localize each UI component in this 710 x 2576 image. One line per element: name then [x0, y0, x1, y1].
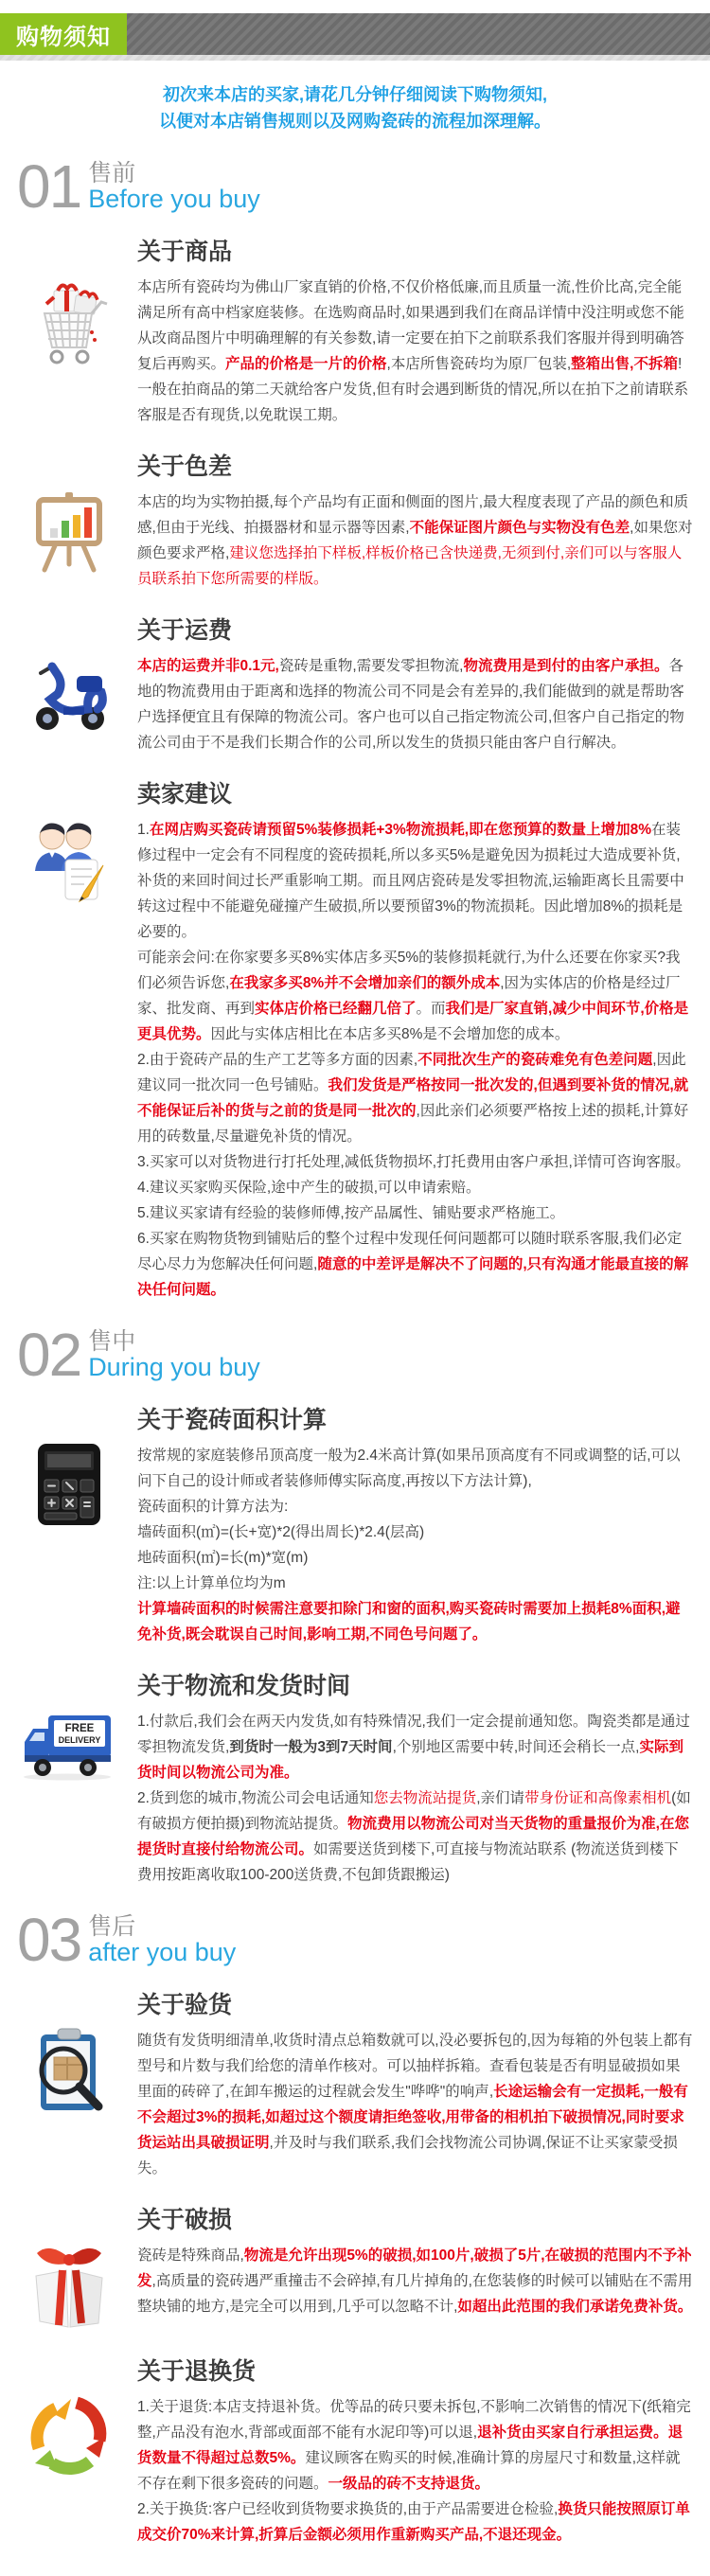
- notice-paragraph: [137, 1047, 693, 1149]
- text-run: 因此与实体店相比在本店多买8%是不会增加您的成本。: [210, 1026, 570, 1042]
- notice-block: [0, 1406, 710, 1647]
- text-run: 地砖面积(㎡)=长(m)*宽(m): [137, 1550, 309, 1566]
- section-title-en: after you buy: [88, 1938, 237, 1966]
- notice-paragraph: [137, 653, 693, 755]
- text-run: !一般在拍商品的第二天就给客户发货,但有时会遇到断货的情况,所以在拍下之前请联系客服是否有现货,以免耽误工期。: [137, 356, 689, 423]
- block-body: [137, 1672, 710, 1888]
- block-heading: 关于退换货: [137, 2358, 257, 2385]
- text-run: 1.付款后,我们会在两天内发货,如有特殊情况,我们一定会提前通知您。陶瓷类都是通过零担物流发货,: [137, 1714, 690, 1755]
- notice-paragraph: [137, 945, 693, 1047]
- block-heading: 关于商品: [137, 239, 233, 265]
- notice-paragraph: [137, 1519, 693, 1545]
- notice-paragraph: [137, 1443, 693, 1494]
- notice-paragraph: [137, 1494, 693, 1519]
- notice-block: [0, 453, 710, 592]
- text-run: ,因此亲们必须要严格按上述的损耗,计算好用的砖数量,尽量避免补货的情况。: [137, 1103, 689, 1145]
- notice-paragraph: [137, 275, 693, 428]
- delivery-truck-icon: [0, 1672, 137, 1888]
- section-title-cn: 售中: [88, 1328, 136, 1355]
- text-run: 一级品的砖不支持退货。: [328, 2476, 490, 2492]
- page-header: [0, 13, 710, 55]
- block-heading: 关于运费: [137, 617, 233, 644]
- header-underline: [0, 55, 710, 61]
- text-run: 在网店购买瓷砖请预留5%装修损耗+3%物流损耗,即在您预算的数量上增加8%: [149, 822, 652, 838]
- text-run: 随货有发货明细清单,收货时清点总箱数就可以,没必要拆包的,因为每箱的外包装上都有型号和片数与我们给您的清单作核对。可以抽样拆箱。查看包装是否有明显破损如果里面的砖碎了,在卸车搬运的过程就会发生"哗哗"的响声,: [137, 2033, 693, 2100]
- text-run: 2.货到您的城市,物流公司会电话通知: [137, 1790, 374, 1806]
- notice-paragraph: [137, 1709, 693, 1785]
- block-heading: 卖家建议: [137, 781, 233, 808]
- text-run: 3.买家可以对货物进行打托处理,减低货物损坏,打托费用由客户承担,详情可咨询客服。: [137, 1154, 690, 1170]
- section-number: 02: [17, 1321, 81, 1389]
- broken-gift-icon: [0, 2206, 137, 2333]
- notice-paragraph: [137, 1785, 693, 1888]
- text-run: 不同批次生产的瓷砖难免有色差问题: [417, 1052, 653, 1068]
- text-run: 物流费用以物流公司对当天货物的重量报价为准,在您提货时直接付给物流公司。: [137, 1816, 689, 1857]
- block-heading: 关于破损: [137, 2207, 233, 2233]
- text-run: 我们是厂家直销,减少中间环节,价格是更具优势。: [137, 1001, 689, 1042]
- exchange-arrows-icon: [0, 2357, 137, 2548]
- block-body: [137, 453, 710, 592]
- text-run: 注:以上计算单位均为m: [137, 1575, 286, 1591]
- notice-paragraph: [137, 1596, 693, 1647]
- text-run: 按常规的家庭装修吊顶高度一般为2.4米高计算(如果吊顶高度有不同或调整的话,可以问下自己的设计师或者装修师傅实际高度,再按以下方法计算),: [137, 1448, 681, 1489]
- section-title-en: During you buy: [88, 1353, 260, 1381]
- text-run: ,亲们请: [476, 1790, 525, 1806]
- notice-paragraph: [137, 1571, 693, 1596]
- text-run: 您去物流站提货: [373, 1790, 477, 1806]
- text-run: 计算墙砖面积的时候需注意要扣除门和窗的面积,购买瓷砖时需要加上损耗8%面积,避免补货,既会耽误自己时间,影响工期,不同色号问题了。: [137, 1601, 681, 1643]
- notice-paragraph: [137, 2028, 693, 2181]
- text-run: 建议顾客在购买的时候,准确计算的房屋尺寸和数量,这样就不存在剩下很多瓷砖的问题。: [137, 2450, 681, 2492]
- page-bottom-spacer: [0, 2548, 710, 2576]
- notice-block: [0, 1991, 710, 2181]
- intro-line-1: 初次来本店的买家,请花几分钟仔细阅读下购物须知,: [163, 85, 547, 104]
- text-run: 随意的中差评是解决不了问题的,只有沟通才能最直接的解决任何问题。: [137, 1256, 689, 1298]
- scooter-icon: [0, 616, 137, 755]
- text-run: 4.建议买家购买保险,途中产生的破损,可以申请索赔。: [137, 1180, 481, 1196]
- text-run: 不能保证图片颜色与实物没有色差: [409, 520, 630, 536]
- text-run: 物流费用是到付的由客户承担。: [463, 658, 669, 674]
- block-body: [137, 238, 710, 428]
- notice-block: [0, 2206, 710, 2333]
- text-run: 在装修过程中一定会有不同程度的瓷砖损耗,所以多买5%是避免因为损耗过大造成要补货,补货的来回时间过长严重影响工期。而且网店瓷砖是发零担物流,运输距离长且需要中转这过程中不能避免碰撞产生破损,所以要预留3%的物流损耗。因此增加8%的损耗是必要的。: [137, 822, 684, 940]
- section-01-header: [0, 134, 710, 221]
- text-run: 瓷砖是重物,需要发零担物流,: [278, 658, 464, 674]
- svg-text:DELIVERY: DELIVERY: [58, 1735, 100, 1745]
- sections-container: [0, 134, 710, 2548]
- text-run: 如需要送货到楼下,可直接与物流站联系 (物流送货到楼下费用按距离收取100-200送货费,不包卸货跟搬运): [137, 1841, 679, 1883]
- section-titles: [88, 1914, 236, 1966]
- block-heading: 关于色差: [137, 453, 233, 480]
- block-heading: 关于验货: [137, 1992, 233, 2018]
- text-run: ,因此建议同一批次同一色号铺贴。: [137, 1052, 686, 1093]
- text-run: 长途运输会有一定损耗,一般有不会超过3%的损耗,如超过这个额度请拒绝签收,用带备的相机拍下破损情况,同时要求货运站出具破损证明: [137, 2084, 688, 2151]
- notice-paragraph: [137, 1149, 693, 1175]
- text-run: ,个别地区需要中转,时间还会稍长一点,: [392, 1739, 640, 1755]
- text-run: ,本店所售瓷砖均为原厂包装,: [386, 356, 572, 372]
- notice-paragraph: [137, 1545, 693, 1571]
- gift-cart-icon: [0, 238, 137, 428]
- block-body: [137, 2206, 710, 2333]
- text-run: 1.关于退货:本店支持退补货。优等品的砖只要未拆包,不影响二次销售的情况下(纸箱完整,产品没有泡水,背部或面部不能有水泥印等)可以退,: [137, 2399, 691, 2441]
- notice-block: [0, 1672, 710, 1888]
- section-number: 01: [17, 152, 81, 221]
- text-run: 本店的运费并非0.1元,: [137, 658, 279, 674]
- text-run: 2.关于换货:客户已经收到货物要求换货的,由于产品需要进仓检验,: [137, 2501, 559, 2517]
- text-run: ,如果您对颜色要求严格,: [137, 520, 693, 561]
- text-run: 。而: [416, 1001, 446, 1017]
- text-run: 实体店价格已经翻几倍了: [255, 1001, 417, 1017]
- section-03-header: [0, 1888, 710, 1974]
- text-run: 瓷砖面积的计算方法为:: [137, 1499, 289, 1515]
- notice-paragraph: [137, 1200, 693, 1226]
- block-body: [137, 2357, 710, 2548]
- store-notice-badge: 购物须知: [0, 13, 127, 55]
- text-run: 2.由于瓷砖产品的生产工艺等多方面的因素,: [137, 1052, 418, 1068]
- text-run: 换货只能按照原订单成交价70%来计算,折算后金额必须用作重新购买产品,不退还现金。: [137, 2501, 690, 2543]
- notice-block: [0, 780, 710, 1303]
- text-run: 退补货由买家自行承担运费。退货数量不得超过总数5%。: [137, 2425, 683, 2466]
- calculator-icon: [0, 1406, 137, 1647]
- inspect-icon: [0, 1991, 137, 2181]
- section-number: 03: [17, 1906, 81, 1974]
- intro-text: [0, 81, 710, 134]
- block-heading: 关于瓷砖面积计算: [137, 1407, 328, 1433]
- block-body: [137, 780, 710, 1303]
- section-titles: [88, 1329, 260, 1381]
- text-run: 如超出此范围的我们承诺免费补货。: [457, 2299, 693, 2315]
- text-run: 5.建议买家请有经验的装修师傅,按产品属性、铺贴要求严格施工。: [137, 1205, 565, 1221]
- intro-line-2: 以便对本店销售规则以及网购瓷砖的流程加深理解。: [159, 112, 551, 131]
- text-run: 本店所有瓷砖均为佛山厂家直销的价格,不仅价格低廉,而且质量一流,性价比高,完全能满足所有高中档家庭装修。在选购商品时,如果遇到我们在商品详情中没注明或您不能从改商品图片中明确理解的有关参数,请一定要在拍下之前联系我们客服并得到明确答复后再购买。: [137, 279, 684, 372]
- text-run: 到货时一般为3到7天时间: [229, 1739, 393, 1755]
- block-body: [137, 616, 710, 755]
- block-body: [137, 1406, 710, 1647]
- text-run: ,高质量的瓷砖遇严重撞击不会碎掉,有几片掉角的,在您装修的时候可以铺贴在不需用整块铺的地方,是完全可以用到,几乎可以忽略不计,: [137, 2273, 693, 2315]
- notice-paragraph: [137, 817, 693, 945]
- text-run: 实际到货时间以物流公司为准。: [137, 1739, 683, 1781]
- text-run: 本店的均为实物拍摄,每个产品均有正面和侧面的图片,最大程度表现了产品的颜色和质感,但由于光线、拍摄器材和显示器等因素,: [137, 494, 689, 536]
- block-heading: 关于物流和发货时间: [137, 1673, 351, 1699]
- text-run: 带身份证和高像素相机: [524, 1790, 672, 1806]
- notice-paragraph: [137, 1226, 693, 1303]
- text-run: 物流是允许出现5%的破损,如100片,破损了5片,在破损的范围内不予补发: [137, 2247, 692, 2289]
- text-run: 6.买家在购物货物到铺贴后的整个过程中发现任何问题都可以随时联系客服,我们必定尽心尽力为您解决任何问题,: [137, 1231, 683, 1272]
- text-run: 1.: [137, 822, 150, 838]
- text-run: 建议您选择拍下样板,样板价格已含快递费,无须到付,亲们可以与客服人员联系拍下您所需要的样版。: [137, 545, 683, 587]
- text-run: 可能亲会问:在你家要多买8%实体店多买5%的装修损耗就行,为什么还要在你家买?我们必须告诉您,: [137, 950, 681, 991]
- text-run: (如有破损方便拍摄)到物流站提货。: [137, 1790, 691, 1832]
- notice-block: [0, 238, 710, 428]
- notice-paragraph: [137, 489, 693, 592]
- notice-paragraph: [137, 1175, 693, 1200]
- notice-block: [0, 616, 710, 755]
- text-run: ,并及时与我们联系,我们会找物流公司协调,保证不让买家蒙受损失。: [137, 2135, 678, 2176]
- notice-paragraph: [137, 2243, 693, 2319]
- text-run: 瓷砖是特殊商品,: [137, 2247, 244, 2264]
- text-run: 整箱出售,不拆箱: [571, 356, 678, 372]
- section-title-en: Before you buy: [88, 185, 260, 213]
- section-title-cn: 售前: [88, 160, 136, 187]
- notice-block: [0, 2357, 710, 2548]
- section-titles: [88, 161, 260, 213]
- text-run: 墙砖面积(㎡)=(长+宽)*2(得出周长)*2.4(层高): [137, 1524, 425, 1540]
- notice-paragraph: [137, 2394, 693, 2496]
- text-run: ,因为实体店的价格是经过厂家、批发商、再到: [137, 975, 681, 1017]
- section-02-header: [0, 1303, 710, 1389]
- section-title-cn: 售后: [88, 1913, 136, 1940]
- block-body: [137, 1991, 710, 2181]
- service-advice-icon: [0, 780, 137, 1303]
- text-run: 在我家多买8%并不会增加亲们的额外成本: [229, 975, 501, 991]
- text-run: 我们发货是严格按同一批次发的,但遇到要补货的情况,就不能保证后补的货与之前的货是同一批次的: [137, 1077, 689, 1119]
- svg-text:FREE: FREE: [64, 1723, 94, 1734]
- notice-paragraph: [137, 2496, 693, 2548]
- text-run: 各地的物流费用由于距离和选择的物流公司不同是会有差异的,我们能做到的就是帮助客户选择便宜且有保障的物流公司。客户也可以自己指定物流公司,但客户自己指定的物流公司由于不是我们长期合作的公司,所以发生的货损只能由客户自行解决。: [137, 658, 684, 751]
- text-run: 产品的价格是一片的价格: [225, 356, 387, 372]
- color-board-icon: [0, 453, 137, 592]
